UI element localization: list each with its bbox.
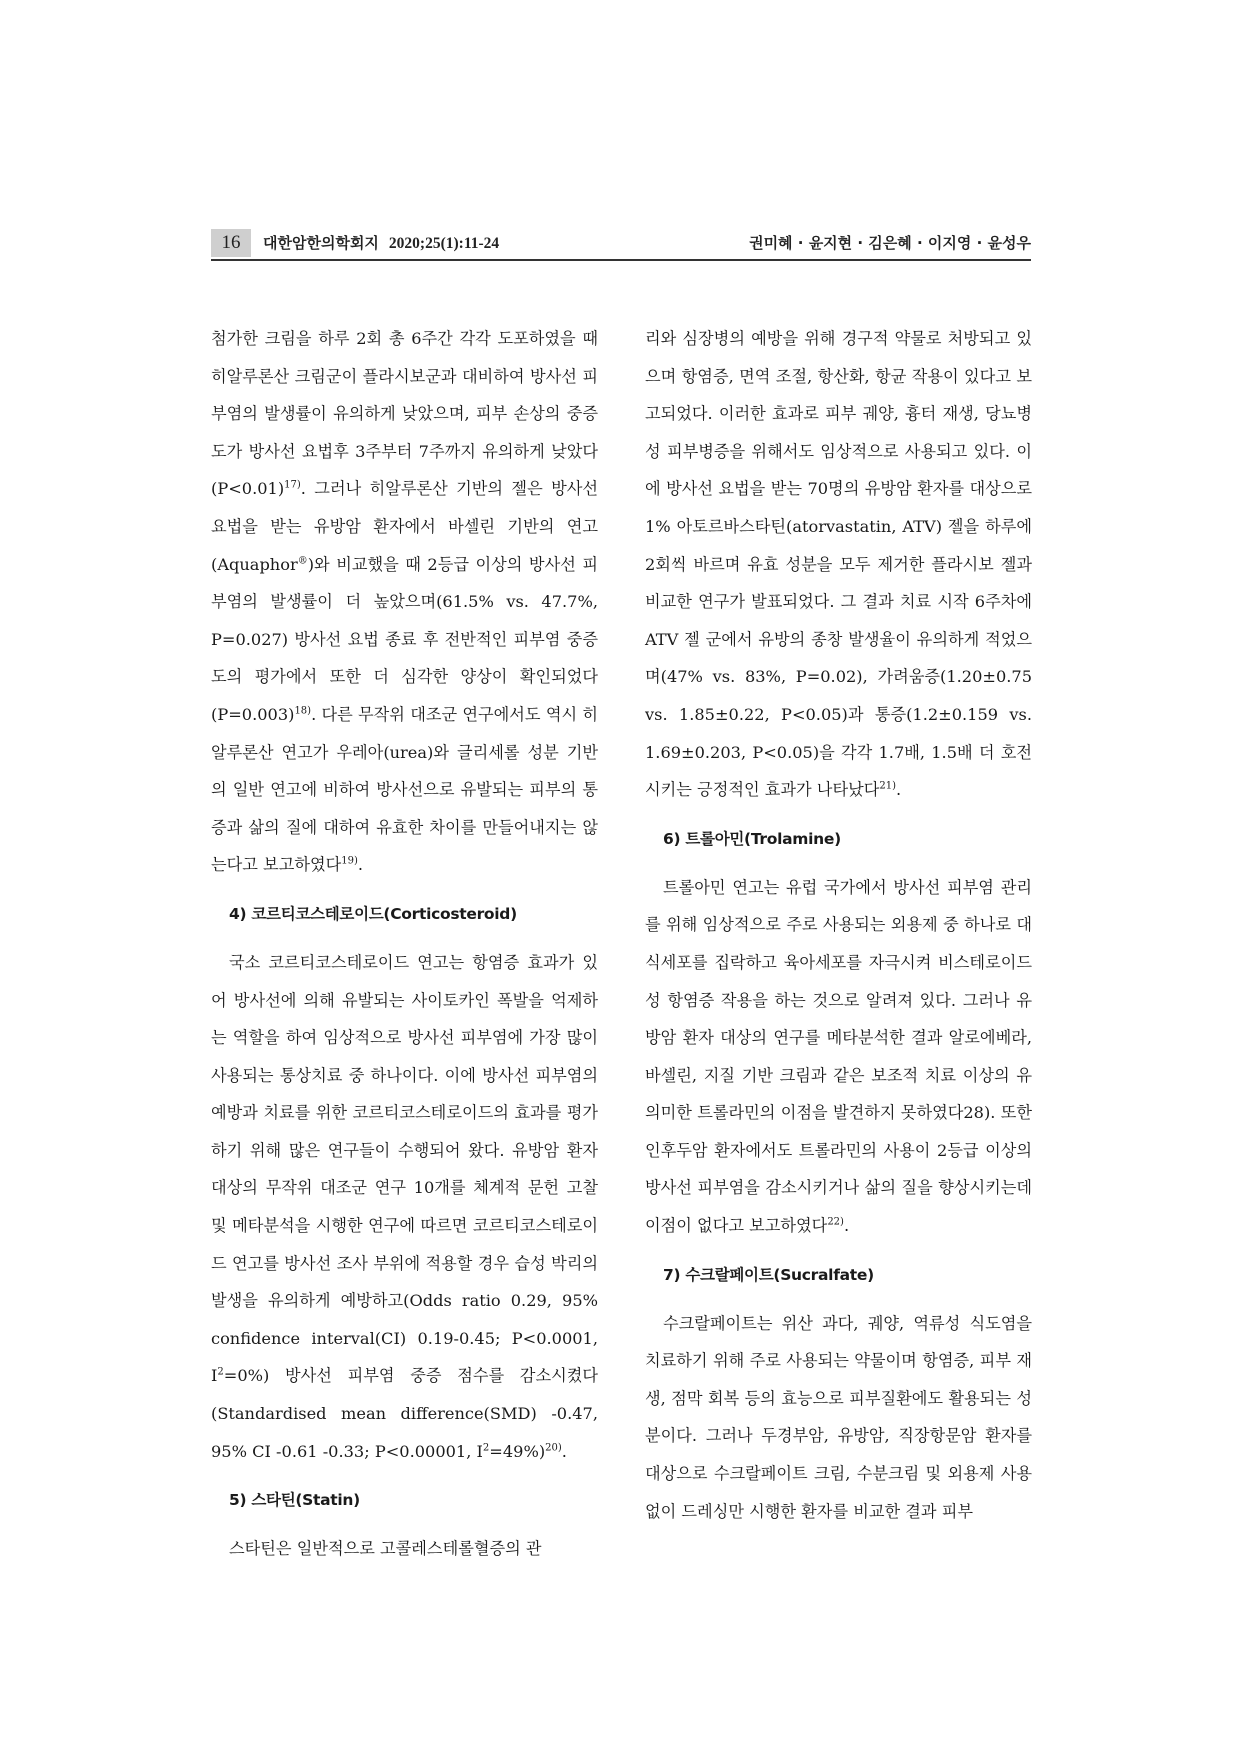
journal-title [263, 232, 499, 253]
journal-citation: 2020;25(1):11-24 [388, 235, 500, 252]
paragraph-hyaluronic-cont: 첨가한 크림을 하루 2회 총 6주간 각각 도포하였을 때 히알루론산 크림군이 플라시보군과 대비하여 방사선 피부염의 발생률이 유의하게 낮았으며, 피부 손상의 중증도가 방사선 요법후 3주부터 7주까지 유의하게 낮았다(P<0.01)$^{17)}$. 그러나 히알루론산 기반의 젤은 방사선 요법을 받는 유방암 환자에서 바셀린 기반의 연고(Aquaphor®)와 비교했을 때 2등급 이상의 방사선 피부염의 발생률이 더 높았으며(61.5% vs. 47.7%, P=0.027) 방사선 요법 종료 후 전반적인 피부염 중증도의 평가에서 또한 더 심각한 양상이 확인되었다(P=0.003)$^{18)}$. 다른 무작위 대조군 연구에서도 역시 히알루론산 연고가 우레아(urea)와 글리세롤 성분 기반의 일반 연고에 비하여 방사선으로 유발되는 피부의 통증과 삶의 질에 대하여 유효한 차이를 만들어내지는 않는다고 보고하였다$^{19)}$. [211, 329, 598, 875]
reference-22[interactable]: 22) [827, 1216, 844, 1228]
paragraph-statin-cont: 리와 심장병의 예방을 위해 경구적 약물로 처방되고 있으며 항염증, 면역 조절, 항산화, 항균 작용이 있다고 보고되었다. 이러한 효과로 피부 궤양, 흉터 재생, 당뇨병성 피부병증을 위해서도 임상적으로 사용되고 있다. 이에 방사선 요법을 받는 70명의 유방암 환자를 대상으로 1% 아토르바스타틴(atorvastatin, ATV) 젤을 하루에 2회씩 바르며 유효 성분을 모두 제거한 플라시보 젤과 비교한 연구가 발표되었다. 그 결과 치료 시작 6주차에 ATV 젤 군에서 유방의 종창 발생율이 유의하게 적었으며(47% vs. 83%, P=0.02), 가려움증(1.20±0.75 vs. 1.85±0.22, P<0.05)과 통증(1.2±0.159 vs. 1.69±0.203, P<0.05)을 각각 1.7배, 1.5배 더 호전시키는 긍정적인 효과가 나타났다$^{21)}$. [645, 329, 1032, 800]
reference-17[interactable]: 17) [284, 479, 301, 491]
registered-mark: ® [297, 555, 308, 567]
section-heading-trolamine: 6) 트롤아민(Trolamine) [663, 829, 841, 848]
section-heading-statin: 5) 스타틴(Statin) [229, 1491, 360, 1510]
running-authors: 권미혜 · 윤지현 · 김은혜 · 이지영 · 윤성우 [749, 234, 1031, 252]
running-header [211, 229, 1031, 261]
paragraph-trolamine: 트롤아민 연고는 유럽 국가에서 방사선 피부염 관리를 위해 임상적으로 주로 사용되는 외용제 중 하나로 대식세포를 집락하고 육아세포를 자극시켜 비스테로이드성 항염증 작용을 하는 것으로 알려져 있다. 그러나 유방암 환자 대상의 연구를 메타분석한 결과 알로에베라, 바셀린, 지질 기반 크림과 같은 보조적 치료 이상의 유의미한 트롤라민의 이점을 발견하지 못하였다28). 또한 인후두암 환자에서도 트롤라민의 사용이 2등급 이상의 방사선 피부염을 감소시키거나 삶의 질을 향상시키는데 이점이 없다고 보고하였다$^{22)}$. [645, 877, 1032, 1236]
right-column [645, 320, 1032, 1530]
paragraph-corticosteroid: 국소 코르티코스테로이드 연고는 항염증 효과가 있어 방사선에 의해 유발되는 사이토카인 폭발을 억제하는 역할을 하여 임상적으로 방사선 피부염에 가장 많이 사용되는 통상치료 중 하나이다. 이에 방사선 피부염의 예방과 치료를 위한 코르티코스테로이드의 효과를 평가하기 위해 많은 연구들이 수행되어 왔다. 유방암 환자 대상의 무작위 대조군 연구 10개를 체계적 문헌 고찰 및 메타분석을 시행한 연구에 따르면 코르티코스테로이드 연고를 방사선 조사 부위에 적용할 경우 습성 박리의 발생을 유의하게 예방하고(Odds ratio 0.29, 95% confidence interval(CI) 0.19-0.45; P<0.0001, $I^2=0\%$) 방사선 피부염 중증 점수를 감소시켰다(Standardised mean difference(SMD) -0.47, 95% CI -0.61 -0.33; P<0.00001, $I^2=49\%)^{20)}$. [211, 952, 598, 1461]
section-heading-sucralfate: 7) 수크랄페이트(Sucralfate) [663, 1265, 874, 1284]
reference-18[interactable]: 18) [294, 705, 312, 717]
reference-20[interactable]: 20) [545, 1442, 562, 1454]
journal-name: 대한암한의학회지 [263, 234, 379, 252]
paragraph-statin-start: 스타틴은 일반적으로 고콜레스테롤혈증의 관 [229, 1539, 542, 1559]
reference-21[interactable]: 21) [879, 780, 896, 792]
paragraph-sucralfate: 수크랄페이트는 위산 과다, 궤양, 역류성 식도염을 치료하기 위해 주로 사용되는 약물이며 항염증, 피부 재생, 점막 회복 등의 효능으로 피부질환에도 활용되는 성분이다. 그러나 두경부암, 유방암, 직장항문암 환자를 대상으로 수크랄페이트 크림, 수분크림 및 외용제 사용 없이 드레싱만 시행한 환자를 비교한 결과 피부 [645, 1313, 1032, 1521]
left-column [211, 320, 598, 1568]
reference-19[interactable]: 19) [341, 855, 358, 867]
section-heading-corticosteroid: 4) 코르티코스테로이드(Corticosteroid) [229, 904, 517, 923]
page-number: 16 [211, 229, 251, 257]
